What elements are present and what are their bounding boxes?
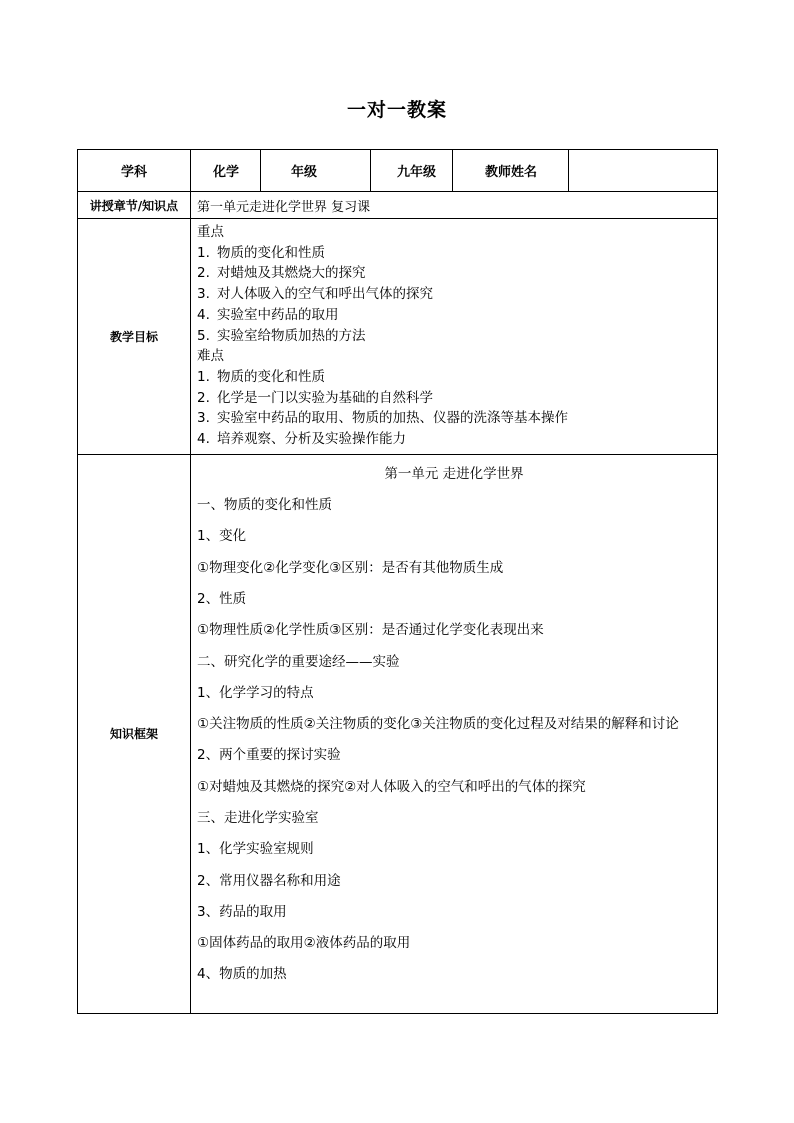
document-title: 一对一教案 (346, 99, 447, 121)
framework-line: 1、化学学习的特点 (197, 684, 314, 701)
framework-line: 1、化学实验室规则 (197, 841, 314, 858)
framework-line: 三、走进化学实验室 (197, 810, 319, 826)
subject-label: 学科 (78, 150, 191, 192)
chapter-row (78, 192, 718, 219)
key-point-item: 5. 实验室给物质加热的方法 (197, 327, 366, 344)
chapter-value: 第一单元走进化学世界 复习课 (191, 192, 718, 219)
framework-line: 2、常用仪器名称和用途 (197, 872, 341, 889)
difficult-point-item: 1. 物质的变化和性质 (197, 368, 325, 385)
difficult-points-heading: 难点 (197, 348, 224, 365)
difficult-point-item: 3. 实验室中药品的取用、物质的加热、仪器的洗涤等基本操作 (197, 410, 568, 427)
grade-label: 年级 (261, 150, 371, 192)
framework-heading: 第一单元 走进化学世界 (384, 465, 524, 482)
key-point-item: 1. 物质的变化和性质 (197, 244, 325, 261)
difficult-point-item: 4. 培养观察、分析及实验操作能力 (197, 431, 406, 448)
framework-line: 一、物质的变化和性质 (197, 497, 332, 514)
framework-line: 二、研究化学的重要途经——实验 (197, 653, 400, 670)
framework-label: 知识框架 (78, 454, 191, 1013)
framework-content (191, 454, 718, 1013)
framework-line: ①对蜡烛及其燃烧的探究②对人体吸入的空气和呼出的气体的探究 (197, 778, 586, 795)
framework-line: 1、变化 (197, 528, 247, 545)
framework-line: 2、性质 (197, 590, 247, 607)
difficult-point-item: 2. 化学是一门以实验为基础的自然科学 (197, 389, 433, 406)
grade-value: 九年级 (371, 150, 453, 192)
key-points-heading: 重点 (197, 224, 224, 240)
goals-row (78, 219, 718, 455)
key-point-item: 4. 实验室中药品的取用 (197, 306, 339, 323)
header-row (78, 150, 718, 192)
framework-line: ①关注物质的性质②关注物质的变化③关注物质的变化过程及对结果的解释和讨论 (197, 716, 679, 733)
lesson-plan-table (77, 149, 718, 1014)
framework-line: 2、两个重要的探讨实验 (197, 747, 341, 764)
framework-line: ①固体药品的取用②液体药品的取用 (197, 935, 411, 952)
framework-line: ①物理性质②化学性质③区别：是否通过化学变化表现出来 (197, 622, 544, 639)
chapter-label: 讲授章节/知识点 (78, 192, 191, 219)
teacher-value[interactable] (569, 150, 718, 192)
framework-line: 4、物质的加热 (197, 966, 287, 983)
teacher-label: 教师姓名 (453, 150, 569, 192)
subject-value: 化学 (191, 150, 261, 192)
goals-content (191, 219, 718, 455)
framework-line: ①物理变化②化学变化③区别：是否有其他物质生成 (197, 559, 504, 576)
goals-label: 教学目标 (78, 219, 191, 455)
framework-row (78, 454, 718, 1013)
key-point-item: 2. 对蜡烛及其燃烧大的探究 (197, 265, 366, 282)
key-point-item: 3. 对人体吸入的空气和呼出气体的探究 (197, 286, 433, 303)
framework-line: 3、药品的取用 (197, 903, 287, 920)
